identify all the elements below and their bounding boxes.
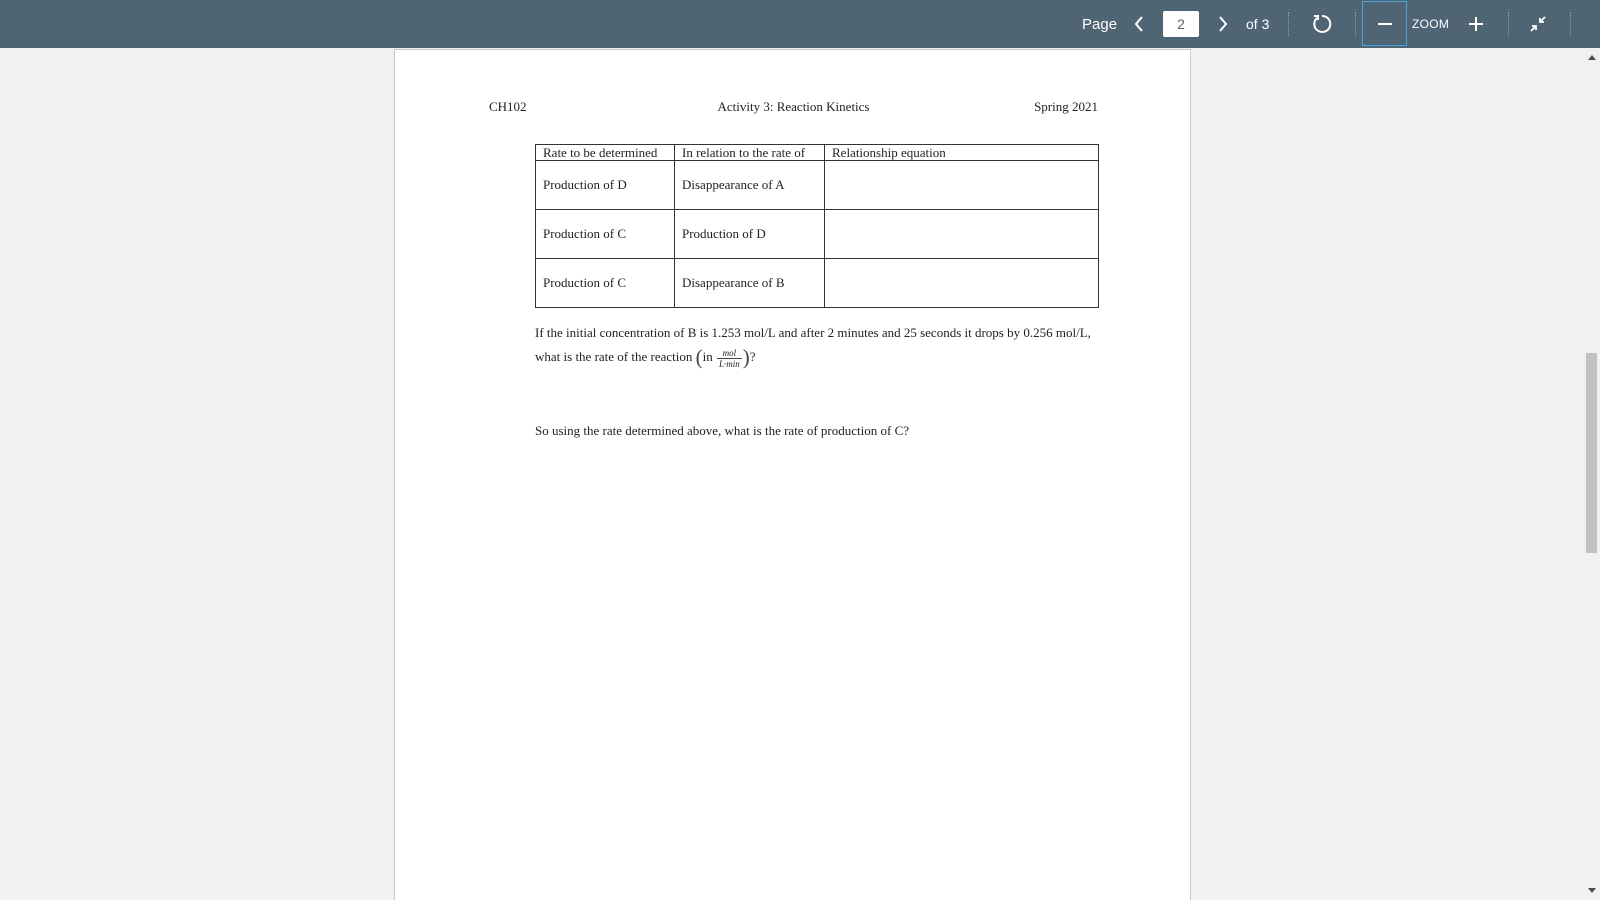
table-header-cell: In relation to the rate of [675, 145, 825, 161]
table-cell: Disappearance of A [675, 161, 825, 210]
table-row [536, 259, 1099, 308]
page-total: of 3 [1246, 16, 1270, 32]
scroll-up-button[interactable] [1583, 50, 1600, 64]
zoom-label: ZOOM [1412, 17, 1450, 31]
document-page [394, 49, 1191, 900]
scroll-down-button[interactable] [1583, 884, 1600, 898]
scroll-up-arrow-icon [1588, 54, 1596, 60]
paren-open: ( [695, 345, 703, 369]
header-title: Activity 3: Reaction Kinetics [717, 99, 870, 114]
toolbar-divider [1355, 12, 1356, 36]
minus-icon [1377, 16, 1393, 32]
unit-numerator: mol [717, 348, 742, 359]
vertical-scrollbar[interactable] [1583, 48, 1600, 900]
table-cell: Production of D [675, 210, 825, 259]
toolbar-divider [1508, 12, 1509, 36]
table-cell: Disappearance of B [675, 259, 825, 308]
toolbar-divider [1570, 12, 1571, 36]
paren-close: ) [742, 345, 750, 369]
table-cell: Production of D [536, 161, 675, 210]
table-header-cell: Rate to be determined [536, 145, 675, 161]
exit-fullscreen-button[interactable] [1524, 0, 1552, 48]
table-row [536, 210, 1099, 259]
table-header-row [536, 145, 1099, 161]
question-text: If the initial concentration of B is 1.253 mol/L and after 2 minutes and 25 seconds it drops by 0.256 mol/L, what is the rate of the reaction [535, 325, 1091, 364]
rates-table [535, 144, 1099, 308]
question-rate-of-reaction [535, 321, 1098, 369]
scrollbar-thumb[interactable] [1586, 353, 1597, 553]
rotate-button[interactable] [1308, 0, 1336, 48]
question-suffix: ? [749, 349, 756, 364]
page-label: Page [1082, 15, 1118, 33]
scroll-down-arrow-icon [1588, 888, 1596, 894]
unit-fraction [717, 348, 742, 369]
table-cell [825, 210, 1099, 259]
plus-icon [1468, 16, 1484, 32]
table-cell: Production of C [536, 210, 675, 259]
unit-denominator: L·min [719, 358, 740, 369]
unit-prefix: in [702, 349, 717, 364]
toolbar-divider [1288, 12, 1289, 36]
table-cell [825, 259, 1099, 308]
table-row [536, 161, 1099, 210]
exit-fullscreen-icon [1529, 15, 1547, 33]
viewer-toolbar [0, 0, 1600, 48]
table-cell [825, 161, 1099, 210]
question-production-of-c: So using the rate determined above, what is the rate of production of C? [535, 423, 910, 438]
header-term: Spring 2021 [1034, 99, 1098, 114]
header-course: CH102 [489, 99, 527, 114]
chevron-right-icon [1217, 15, 1229, 33]
table-header-cell: Relationship equation [825, 145, 1099, 161]
document-viewer [0, 48, 1600, 900]
next-page-button[interactable] [1211, 0, 1235, 48]
rotate-icon [1311, 13, 1333, 35]
table-cell: Production of C [536, 259, 675, 308]
chevron-left-icon [1133, 15, 1145, 33]
zoom-in-button[interactable] [1462, 0, 1490, 48]
page-number-input[interactable] [1163, 11, 1199, 37]
zoom-out-button[interactable] [1362, 1, 1407, 46]
previous-page-button[interactable] [1127, 0, 1151, 48]
